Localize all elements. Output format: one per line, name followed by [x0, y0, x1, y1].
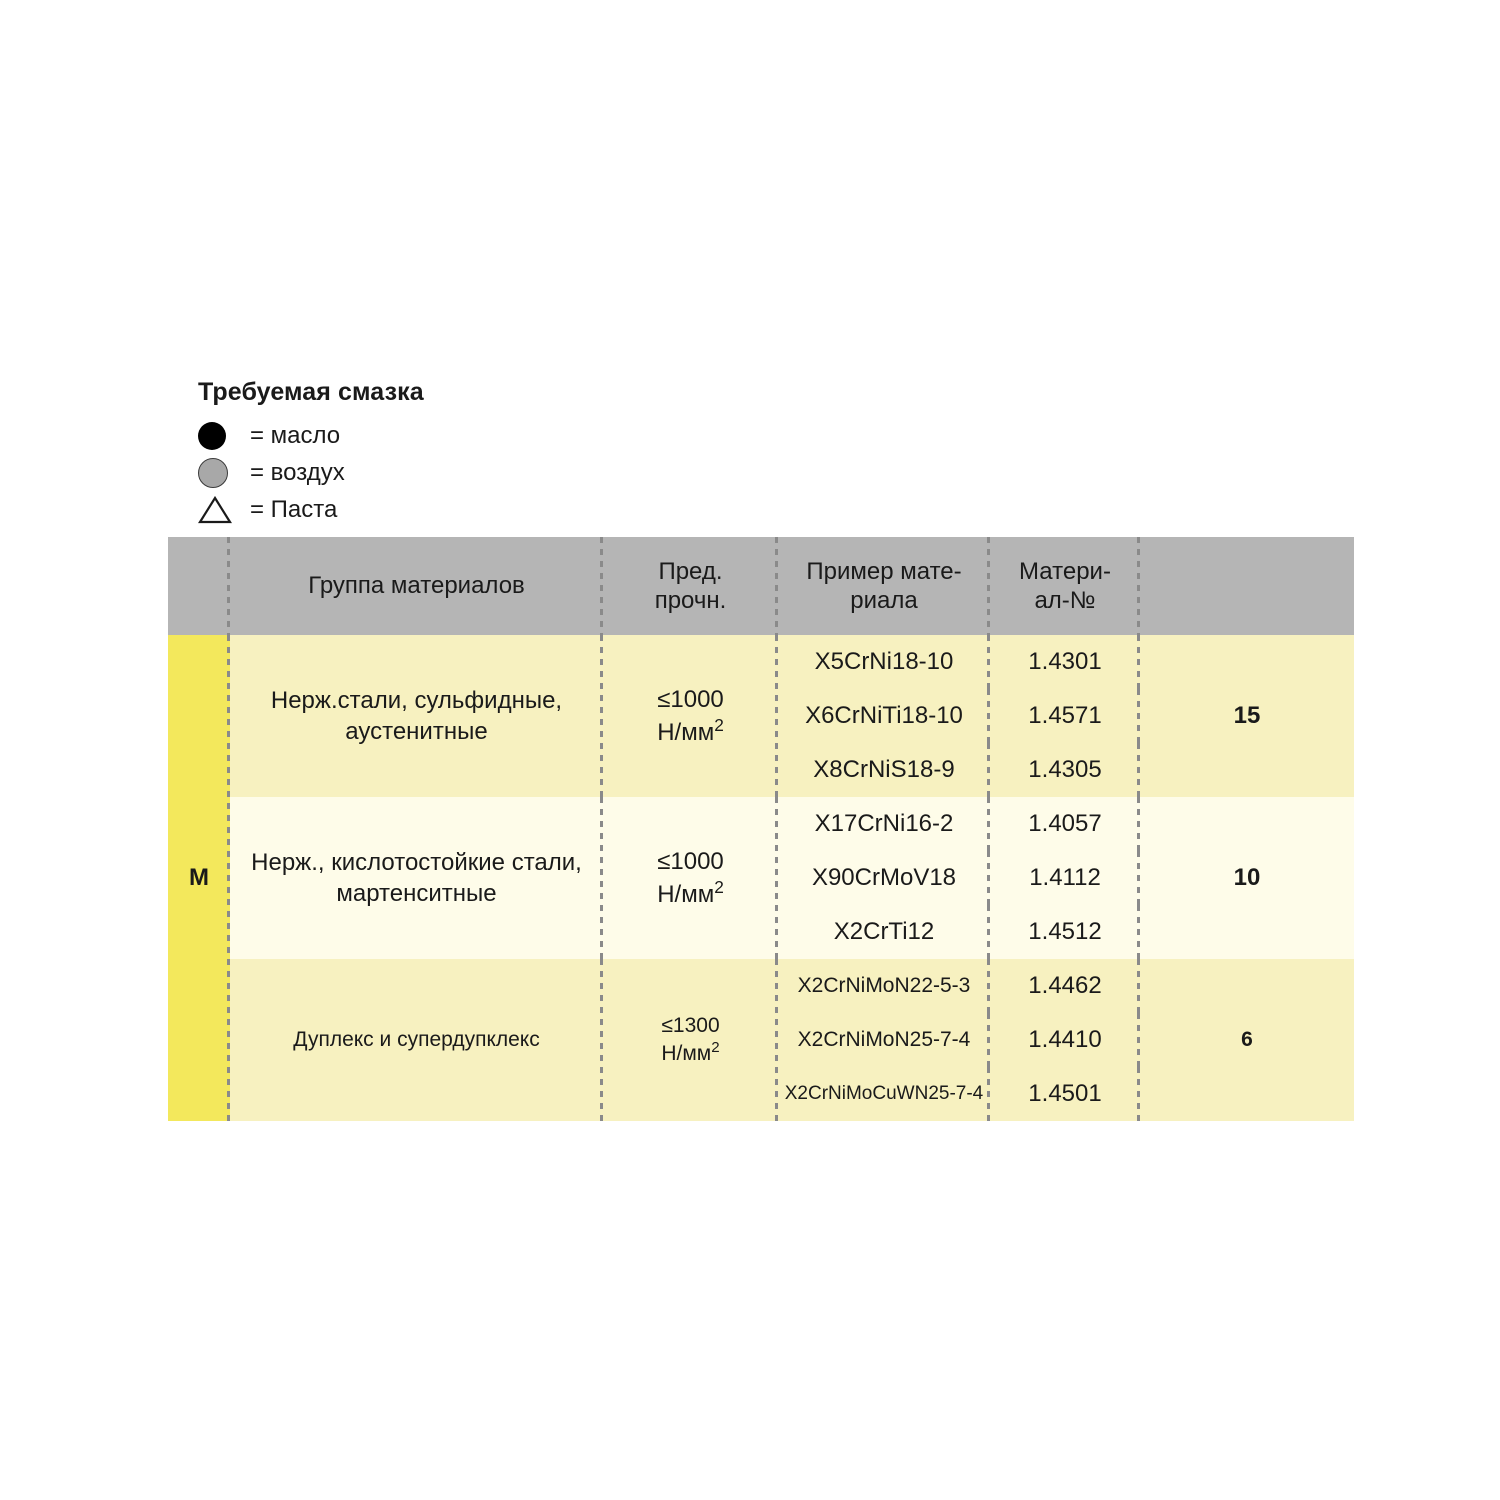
- header-example: [778, 537, 990, 635]
- legend-item-label: = воздух: [250, 458, 345, 486]
- header-strength-line1: Пред.: [658, 557, 723, 585]
- strength-line2: Н/мм: [661, 1042, 712, 1065]
- legend-item-label: = Паста: [250, 495, 338, 523]
- gray-circle-icon: [198, 458, 242, 488]
- strength-unit-sup: 2: [714, 714, 724, 735]
- header-strength-line2: прочн.: [654, 587, 727, 614]
- group-label-cell: M: [168, 635, 230, 1121]
- header-strength: [603, 537, 778, 635]
- material-group-text: Дуплекс и супердупклекс: [293, 1028, 540, 1052]
- material-group-cell: [230, 959, 603, 1121]
- example-material-cell: X90CrMoV18: [778, 851, 990, 905]
- header-material-group: Группа материалов: [230, 537, 603, 635]
- material-number-cell: 1.4410: [990, 1013, 1140, 1067]
- material-group-text: Нерж., кислотостойкие стали, мартенситные: [251, 848, 582, 907]
- legend-item-oil: [198, 417, 618, 454]
- strength-cell: [603, 635, 778, 797]
- table-row: [168, 635, 1354, 689]
- filled-circle-icon: [198, 422, 242, 450]
- material-number-cell: 1.4112: [990, 851, 1140, 905]
- header-example-line2: риала: [850, 587, 918, 614]
- legend-item-paste: [198, 491, 618, 528]
- legend-item-label: = масло: [250, 421, 341, 449]
- example-material-cell: X2CrNiMoN25-7-4: [778, 1013, 990, 1067]
- count-cell: 15: [1140, 635, 1354, 797]
- example-material-cell: X17CrNi16-2: [778, 797, 990, 851]
- strength-line1: ≤1000: [657, 847, 724, 875]
- header-material-number: [990, 537, 1140, 635]
- strength-line1: ≤1300: [661, 1013, 720, 1037]
- material-group-cell: [230, 635, 603, 797]
- material-group-cell: [230, 797, 603, 959]
- strength-unit-sup: 2: [711, 1039, 720, 1056]
- triangle-outline-icon: [198, 496, 242, 524]
- strength-line2: Н/мм: [657, 718, 715, 746]
- strength-unit-sup: 2: [714, 876, 724, 897]
- legend-title: Требуемая смазка: [198, 378, 424, 406]
- material-number-cell: 1.4512: [990, 905, 1140, 959]
- material-number-cell: 1.4462: [990, 959, 1140, 1013]
- header-example-line1: Пример мате-: [806, 557, 962, 585]
- legend-item-air: [198, 454, 618, 491]
- material-number-cell: 1.4057: [990, 797, 1140, 851]
- example-material-cell: X5CrNi18-10: [778, 635, 990, 689]
- table-row: [168, 797, 1354, 851]
- header-number-line1: Матери-: [1019, 557, 1111, 585]
- example-material-cell: X6CrNiTi18-10: [778, 689, 990, 743]
- example-material-cell: X2CrNiMoN22-5-3: [778, 959, 990, 1013]
- count-cell: 10: [1140, 797, 1354, 959]
- example-material-cell: X2CrTi12: [778, 905, 990, 959]
- header-count: [1140, 537, 1354, 635]
- example-material-cell: X2CrNiMoCuWN25-7-4: [778, 1067, 990, 1121]
- material-number-cell: 1.4301: [990, 635, 1140, 689]
- strength-cell: [603, 959, 778, 1121]
- strength-line1: ≤1000: [657, 685, 724, 713]
- table-header-row: [168, 537, 1354, 635]
- legend: [198, 378, 618, 528]
- materials-table: [168, 537, 1354, 1121]
- material-number-cell: 1.4571: [990, 689, 1140, 743]
- header-group: [168, 537, 230, 635]
- material-number-cell: 1.4305: [990, 743, 1140, 797]
- header-number-line2: ал-№: [1034, 587, 1096, 614]
- count-cell: 6: [1140, 959, 1354, 1121]
- strength-line2: Н/мм: [657, 880, 715, 908]
- strength-cell: [603, 797, 778, 959]
- example-material-cell: X8CrNiS18-9: [778, 743, 990, 797]
- material-group-text: Нерж.стали, сульфидные, аустенитные: [270, 686, 563, 745]
- material-number-cell: 1.4501: [990, 1067, 1140, 1121]
- table-row: [168, 959, 1354, 1013]
